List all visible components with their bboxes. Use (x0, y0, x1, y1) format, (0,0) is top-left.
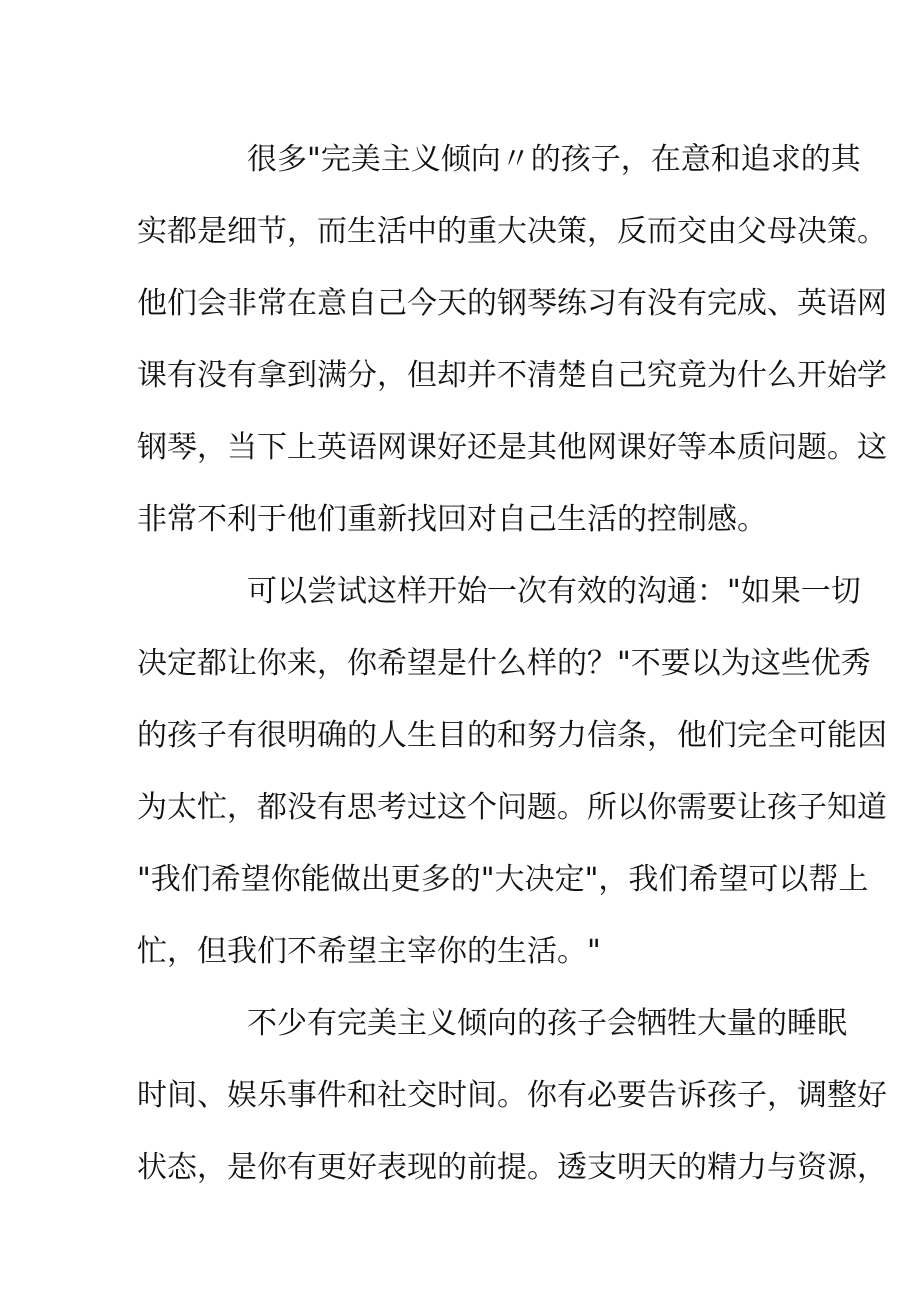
text-line: 非常不利于他们重新找回对自己生活的控制感。 (137, 502, 767, 537)
text-line: 他们会非常在意自己今天的钢琴练习有没有完成、英语网 (137, 286, 887, 321)
text-line: 不少有完美主义倾向的孩子会牺牲大量的睡眠 (247, 1006, 847, 1041)
text-line: 为太忙，都没有思考过这个问题。所以你需要让孩子知道 (137, 790, 887, 825)
text-line: 的孩子有很明确的人生目的和努力信条，他们完全可能因 (137, 718, 887, 753)
text-line: 钢琴，当下上英语网课好还是其他网课好等本质问题。这 (137, 430, 887, 465)
text-line: 可以尝试这样开始一次有效的沟通："如果一切 (247, 574, 861, 609)
text-line: 很多"完美主义倾向〃的孩子，在意和追求的其 (247, 142, 861, 177)
text-line: 课有没有拿到满分，但却并不清楚自己究竟为什么开始学 (137, 358, 887, 393)
text-line: 决定都让你来，你希望是什么样的？"不要以为这些优秀 (137, 646, 871, 681)
text-line: 实都是细节，而生活中的重大决策，反而交由父母决策。 (137, 214, 887, 249)
text-line: 时间、娱乐事件和社交时间。你有必要告诉孩子，调整好 (137, 1078, 887, 1113)
text-line: "我们希望你能做出更多的"大决定"，我们希望可以帮上 (137, 862, 869, 897)
text-line: 状态，是你有更好表现的前提。透支明天的精力与资源， (137, 1150, 887, 1185)
text-line: 忙，但我们不希望主宰你的生活。" (137, 934, 601, 969)
